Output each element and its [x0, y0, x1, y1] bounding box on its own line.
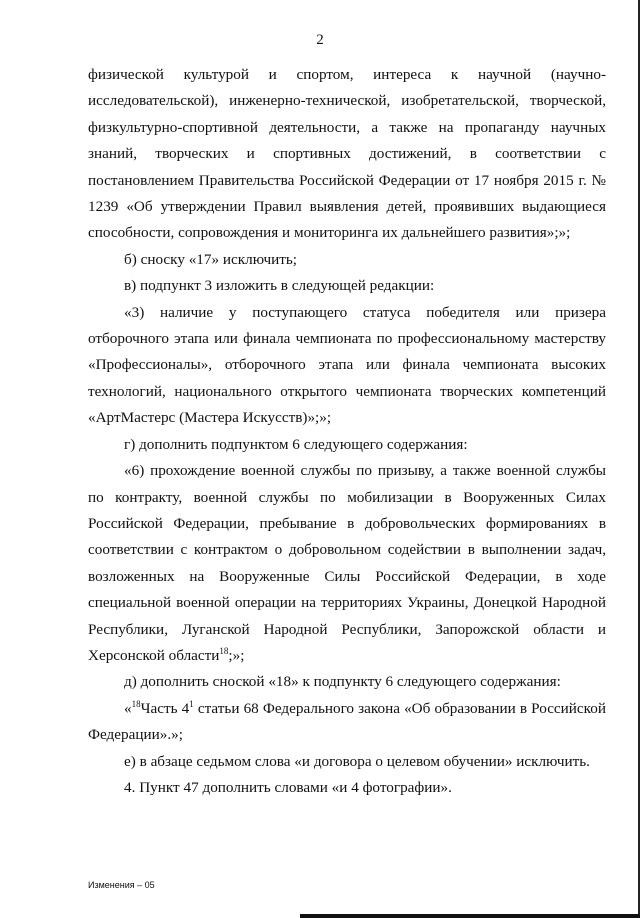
paragraph-item-6-tail: ;»; — [228, 646, 245, 664]
paragraph-item-4: 4. Пункт 47 дополнить словами «и 4 фотографии». — [124, 778, 452, 796]
footnote-text-tail: статьи 68 Федерального закона «Об образовании в Российской Федерации».»; — [88, 699, 606, 744]
page-footer: Изменения – 05 — [88, 880, 155, 890]
paragraph-item-3: «3) наличие у поступающего статуса победителя или призера отборочного этапа или финала чемпионата по профессиональному мастерству «Профессионалы», отборочного этапа или финала чемпионата высоких технологий, национального открытого чемпионата творческих компетенций «АртМастерс (Мастера Искусств)»;»; — [88, 303, 606, 427]
paragraph-intro-continuation: физической культурой и спортом, интереса к научной (научно-исследовательской), инженерно-технической, изобретательской, творческой, физкультурно-спортивной деятельности, а также на пропаганду научных знаний, творческих и спортивных достижений, в соответствии с постановлением Правительства Российской Федерации от 17 ноября 2015 г. № 1239 «Об утверждении Правил выявления детей, проявивших выдающиеся способности, сопровождения и мониторинга их дальнейшего развития»;»; — [88, 66, 606, 242]
document-body — [88, 62, 606, 801]
scan-edge-bottom — [300, 914, 640, 918]
footnote-ref-18: 18 — [219, 645, 229, 656]
footnote-text-start: Часть 4 — [140, 699, 190, 717]
paragraph-d: д) дополнить сноской «18» к подпункту 6 следующего содержания: — [124, 673, 561, 691]
paragraph-v: в) подпункт 3 изложить в следующей редакции: — [124, 277, 435, 295]
paragraph-g: г) дополнить подпунктом 6 следующего содержания: — [124, 435, 468, 453]
paragraph-item-6-text: «6) прохождение военной службы по призыву, а также военной службы по контракту, военной службы по мобилизации в Вооруженных Силах Российской Федерации, пребывание в добровольческих формированиях в соответствии с контрактом о добровольном содействии в выполнении задач, возложенных на Вооруженные Силы Российской Федерации, в ходе специальной военной операции на территориях Украины, Донецкой Народной Республики, Луганской Народной Республики, Запорожской области и Херсонской области — [88, 462, 606, 664]
paragraph-b: б) сноску «17» исключить; — [124, 250, 298, 268]
paragraph-e: е) в абзаце седьмом слова «и договора о целевом обучении» исключить. — [124, 752, 590, 770]
paragraph-item-6 — [88, 458, 606, 669]
footnote-marker-18: 18 — [131, 698, 141, 709]
article-part-superscript: 1 — [189, 698, 194, 709]
footnote-open-quote: « — [124, 699, 132, 717]
page-number: 2 — [316, 32, 324, 48]
paragraph-footnote-18 — [88, 696, 606, 749]
